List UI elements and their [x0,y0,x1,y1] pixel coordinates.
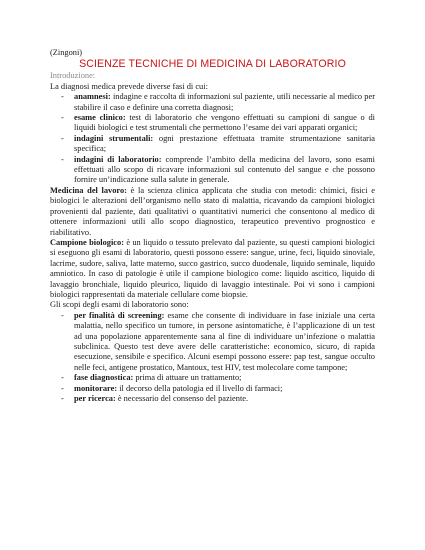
document-title: SCIENZE TECNICHE DI MEDICINA DI LABORATORIO [79,58,346,71]
paragraph-text: è un liquido o tessuto prelevato dal paziente, su questi campioni biologici si eseguono gli esami di laboratorio, questi possono essere: sangue, urine, feci, liquido sinoviale, lacrime, sudore, saliva, latte materno, succo gastrico, succo duodenale, liquido seminale, liquido amniotico. In caso di patologie è utile il campione biologico come: liquido ascitico, liquido di lavaggio bronchiale, liquido pleurico, liquido di lavaggio intestinale. Poi vi sono i campioni biologici rappresentati da materiale cellulare come biopsie. [50,237,375,299]
paragraph-term: Campione biologico: [50,237,124,247]
list-item: - esame clinico: test di laboratorio che vengono effettuati su campioni di sangue o di liquidi biologici e test strumentali che permettono l’esame dei vari apparati organici; [61,113,375,133]
list-item: - anamnesi: indagine e raccolta di informazioni sul paziente, utili necessarie al medico per stabilire il caso e definire una corretta diagnosi; [61,92,375,112]
list-item-text: comprende l’ambito della medicina del lavoro, sono esami effettuati allo scopo di ricavare informazioni sul contenuto del sangue e che possono fornire un’indicazione sulla salute in generale. [74,154,375,185]
list-item-text: il decorso della patologia ed il livello di farmaci; [117,383,283,393]
list-item: - indagini di laboratorio: comprende l’ambito della medicina del lavoro, sono esami effettuati allo scopo di ricavare informazioni sul contenuto del sangue e che possono fornire un’indicazione sulla salute in generale. [61,154,375,185]
phases-list [50,92,375,186]
list-item-term: anamnesi: [74,92,111,102]
list-item-term: per finalità di screening: [74,310,165,320]
scopi-intro: Gli scopi degli esami di laboratorio sono: [50,300,189,310]
list-item-text: esame che consente di individuare in fase iniziale una certa malattia, nello specifico un tumore, in persone asintomatiche, è l’applicazione di un test ad una popolazione apparentemente sana al fine di individuare un’infezione o malattia subclinica. Questo test deve avere delle caratteristiche: economico, sicuro, di rapida esecuzione, sensibile e specifico. Alcuni esempi possono essere: pap test, sangue occulto nelle feci, antigene prostatico, Mantoux, test HIV, test molecolare come tampone; [74,310,375,372]
list-item-term: esame clinico: [74,113,126,123]
medicina-paragraph [50,186,375,238]
list-item: - per ricerca: è necessario del consenso del paziente. [61,394,249,403]
list-item-term: indagini di laboratorio: [74,154,162,164]
list-item: - monitorare: il decorso della patologia ed il livello di farmaci; [61,383,283,393]
paragraph-text: è la scienza clinica applicata che studia con metodi: chimici, fisici e biologici le alterazioni dell’organismo nello stato di malattia, ricavando da campioni biologici provenienti dal paziente, dati qualitativi o quantitativi numerici che consentono al medico di ottenere informazioni utili allo scopo diagnostico, terapeutico preventivo prognostico e riabilitativo. [50,185,375,237]
list-item: - per finalità di screening: esame che consente di individuare in fase iniziale una certa malattia, nello specifico un tumore, in persone asintomatiche, è l’applicazione di un test ad una popolazione apparentemente sana al fine di individuare un’infezione o malattia subclinica. Questo test deve avere delle caratteristiche: economico, sicuro, di rapida esecuzione, sensibile e specifico. Alcuni esempi possono essere: pap test, sangue occulto nelle feci, antigene prostatico, Mantoux, test HIV, test molecolare come tampone; [61,310,375,372]
section-heading-introduzione: Introduzione: [50,71,96,81]
list-item: - fase diagnostica: prima di attuare un trattamento; [61,373,242,383]
list-item-term: monitorare: [74,383,118,393]
list-item-text: prima di attuare un trattamento; [133,373,242,383]
list-item-text: ogni prestazione effettuata tramite strumentazione sanitaria specifica; [74,133,375,154]
scopi-list [50,311,375,405]
list-item-term: indagini strumentali: [74,133,154,143]
author-line: (Zingoni) [50,48,83,57]
paragraph-term: Medicina del lavoro: [50,185,127,195]
list-item-term: fase diagnostica: [74,373,134,383]
campione-paragraph [50,238,375,300]
intro-paragraph: La diagnosi medica prevede diverse fasi di cui: [50,81,208,91]
list-item-term: per ricerca: [74,394,116,403]
list-item-text: indagine e raccolta di informazioni sul paziente, utili necessarie al medico per stabilire il caso e definire una corretta diagnosi; [74,92,375,112]
list-item-text: test di laboratorio che vengono effettuati su campioni di sangue o di liquidi biologici e test strumentali che permettono l’esame dei vari apparati organici; [74,113,375,133]
list-item-text: è necessario del consenso del paziente. [115,394,249,403]
list-item: - indagini strumentali: ogni prestazione effettuata tramite strumentazione sanitaria specifica; [61,133,375,154]
